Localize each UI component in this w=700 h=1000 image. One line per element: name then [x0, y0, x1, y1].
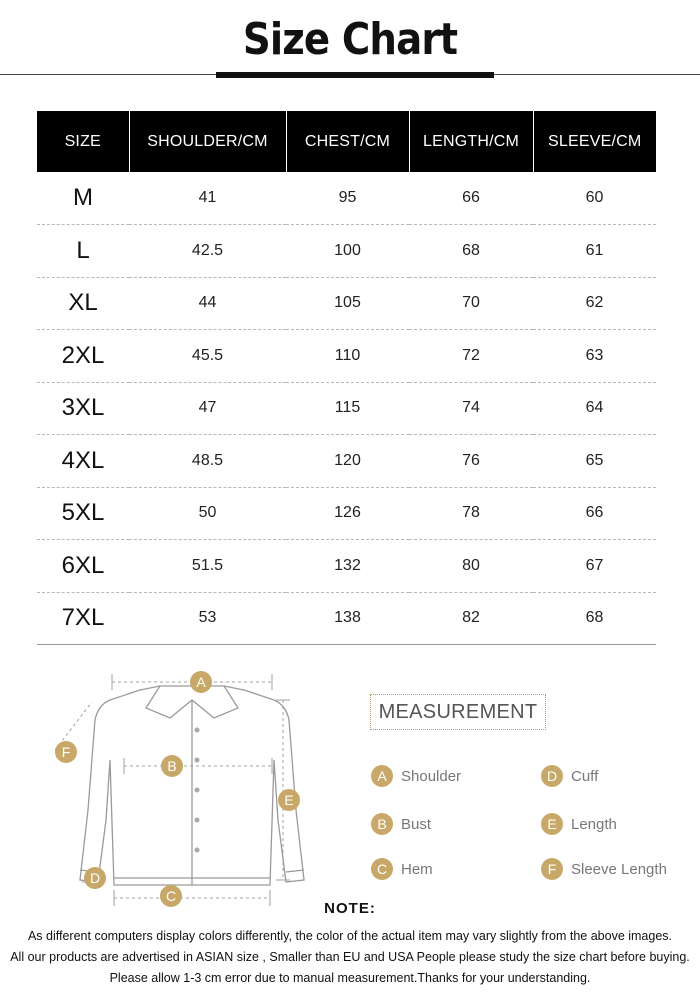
length-cell: 82: [409, 592, 533, 645]
legend-badge: E: [541, 813, 563, 835]
sleeve-cell: 67: [533, 540, 656, 593]
page-title: Size Chart: [242, 14, 458, 65]
header-chest: CHEST/CM: [286, 111, 409, 172]
note-line: All our products are advertised in ASIAN size , Smaller than EU and USA People please study the size chart before buying.: [10, 950, 690, 964]
size-cell: L: [37, 225, 129, 278]
sleeve-cell: 65: [533, 435, 656, 488]
shoulder-cell: 53: [129, 592, 286, 645]
sleeve-cell: 62: [533, 277, 656, 330]
legend-badge: C: [371, 858, 393, 880]
legend-item-sleeve-length: [541, 857, 667, 881]
legend-label: Shoulder: [401, 767, 462, 785]
table-row: [37, 487, 656, 540]
length-cell: 70: [409, 277, 533, 330]
legend-item-cuff: [541, 764, 598, 788]
marker-e-label: E: [284, 792, 294, 808]
length-cell: 78: [409, 487, 533, 540]
legend-badge: D: [541, 765, 563, 787]
shoulder-cell: 42.5: [129, 225, 286, 278]
legend-label: Hem: [401, 860, 433, 878]
chest-cell: 95: [286, 172, 409, 225]
title-underline-bar: [216, 72, 494, 78]
length-cell: 74: [409, 382, 533, 435]
length-cell: 68: [409, 225, 533, 278]
table-row: [37, 277, 656, 330]
length-cell: 72: [409, 330, 533, 383]
shirt-diagram-icon: [40, 660, 330, 910]
chest-cell: 138: [286, 592, 409, 645]
length-cell: 66: [409, 172, 533, 225]
legend-badge: B: [371, 813, 393, 835]
shoulder-cell: 44: [129, 277, 286, 330]
note-heading: NOTE:: [324, 900, 376, 914]
table-row: [37, 225, 656, 278]
size-cell: 3XL: [37, 382, 129, 435]
table-row: [37, 382, 656, 435]
sleeve-cell: 66: [533, 487, 656, 540]
legend-badge: A: [371, 765, 393, 787]
table-header-row: [37, 111, 656, 172]
header-shoulder: SHOULDER/CM: [129, 111, 286, 172]
header-size: SIZE: [37, 111, 129, 172]
shoulder-cell: 45.5: [129, 330, 286, 383]
table-row: [37, 435, 656, 488]
size-cell: M: [37, 172, 129, 225]
legend-label: Bust: [401, 815, 432, 833]
legend-label: Cuff: [571, 767, 599, 785]
chest-cell: 120: [286, 435, 409, 488]
marker-c-label: C: [165, 888, 177, 904]
table-row: [37, 172, 656, 225]
header-sleeve: SLEEVE/CM: [533, 111, 656, 172]
chest-cell: 132: [286, 540, 409, 593]
length-cell: 80: [409, 540, 533, 593]
sleeve-cell: 60: [533, 172, 656, 225]
marker-d-label: D: [89, 870, 101, 886]
title-area: [0, 0, 700, 90]
header-length: LENGTH/CM: [409, 111, 533, 172]
note-line: As different computers display colors differently, the color of the actual item may vary slightly from the above images.: [27, 929, 673, 943]
table-row: [37, 592, 656, 645]
shoulder-cell: 47: [129, 382, 286, 435]
shoulder-cell: 51.5: [129, 540, 286, 593]
legend-item-shoulder: [371, 764, 461, 788]
legend-item-length: [541, 812, 617, 836]
legend-label: Length: [571, 815, 617, 833]
shoulder-cell: 41: [129, 172, 286, 225]
chest-cell: 105: [286, 277, 409, 330]
chest-cell: 126: [286, 487, 409, 540]
sleeve-cell: 63: [533, 330, 656, 383]
size-cell: XL: [37, 277, 129, 330]
length-cell: 76: [409, 435, 533, 488]
legend-label: Sleeve Length: [571, 860, 667, 878]
legend-badge: F: [541, 858, 563, 880]
legend-item-hem: [371, 857, 433, 881]
legend-item-bust: [371, 812, 431, 836]
marker-a-label: A: [196, 674, 206, 690]
shoulder-cell: 48.5: [129, 435, 286, 488]
size-table: [37, 111, 656, 645]
chest-cell: 115: [286, 382, 409, 435]
sleeve-cell: 64: [533, 382, 656, 435]
size-cell: 6XL: [37, 540, 129, 593]
size-cell: 5XL: [37, 487, 129, 540]
table-row: [37, 330, 656, 383]
shoulder-cell: 50: [129, 487, 286, 540]
chest-cell: 100: [286, 225, 409, 278]
note-line: Please allow 1-3 cm error due to manual measurement.Thanks for your understanding.: [109, 971, 591, 985]
size-cell: 4XL: [37, 435, 129, 488]
chest-cell: 110: [286, 330, 409, 383]
table-row: [37, 540, 656, 593]
sleeve-cell: 61: [533, 225, 656, 278]
sleeve-cell: 68: [533, 592, 656, 645]
measurement-title: MEASUREMENT: [370, 694, 546, 730]
marker-f-label: F: [61, 744, 71, 760]
marker-b-label: B: [167, 758, 177, 774]
size-cell: 7XL: [37, 592, 129, 645]
size-cell: 2XL: [37, 330, 129, 383]
